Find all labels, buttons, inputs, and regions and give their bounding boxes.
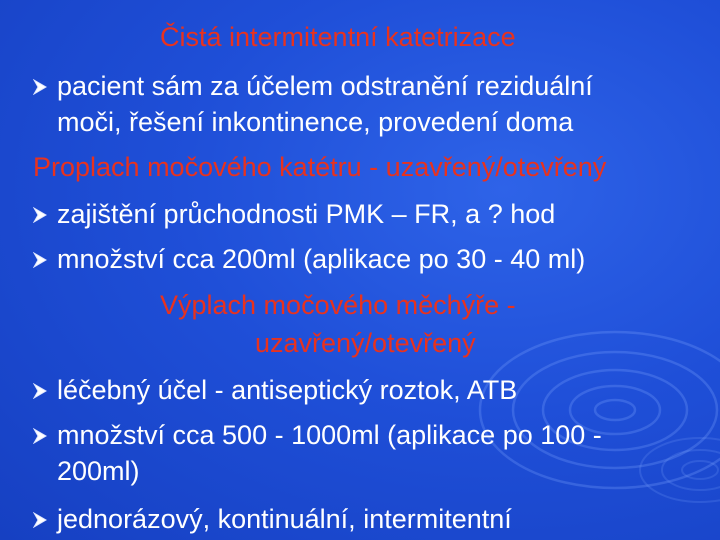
bullet-text-continued: 200ml) (57, 456, 140, 486)
bullet-text: množství cca 200ml (aplikace po 30 - 40 ml) (57, 244, 586, 274)
arrow-bullet-icon (33, 428, 47, 444)
arrow-bullet-icon (33, 252, 47, 268)
arrow-bullet-icon (33, 383, 47, 399)
arrow-bullet-icon (33, 207, 47, 223)
bullet-text: léčebný účel - antiseptický roztok, ATB (57, 375, 518, 405)
heading-clean-catheterization: Čistá intermitentní katetrizace (160, 22, 516, 52)
heading-catheter-rinse: Proplach močového katétru - uzavřený/otevřený (33, 152, 607, 182)
bullet-text: zajištění průchodnosti PMK – FR, a ? hod (57, 199, 556, 229)
bullet-text: množství cca 500 - 1000ml (aplikace po 100 - (57, 420, 602, 450)
bullet-text: jednorázový, kontinuální, intermitentní (57, 504, 512, 534)
heading-bladder-irrigation: Výplach močového měchýře - (160, 290, 516, 320)
bullet-text: pacient sám za účelem odstranění reziduální (57, 71, 593, 101)
bullet-text-continued: moči, řešení inkontinence, provedení doma (57, 107, 574, 137)
arrow-bullet-icon (33, 512, 47, 528)
heading-bladder-irrigation-continued: uzavřený/otevřený (255, 328, 476, 358)
arrow-bullet-icon (33, 79, 47, 95)
